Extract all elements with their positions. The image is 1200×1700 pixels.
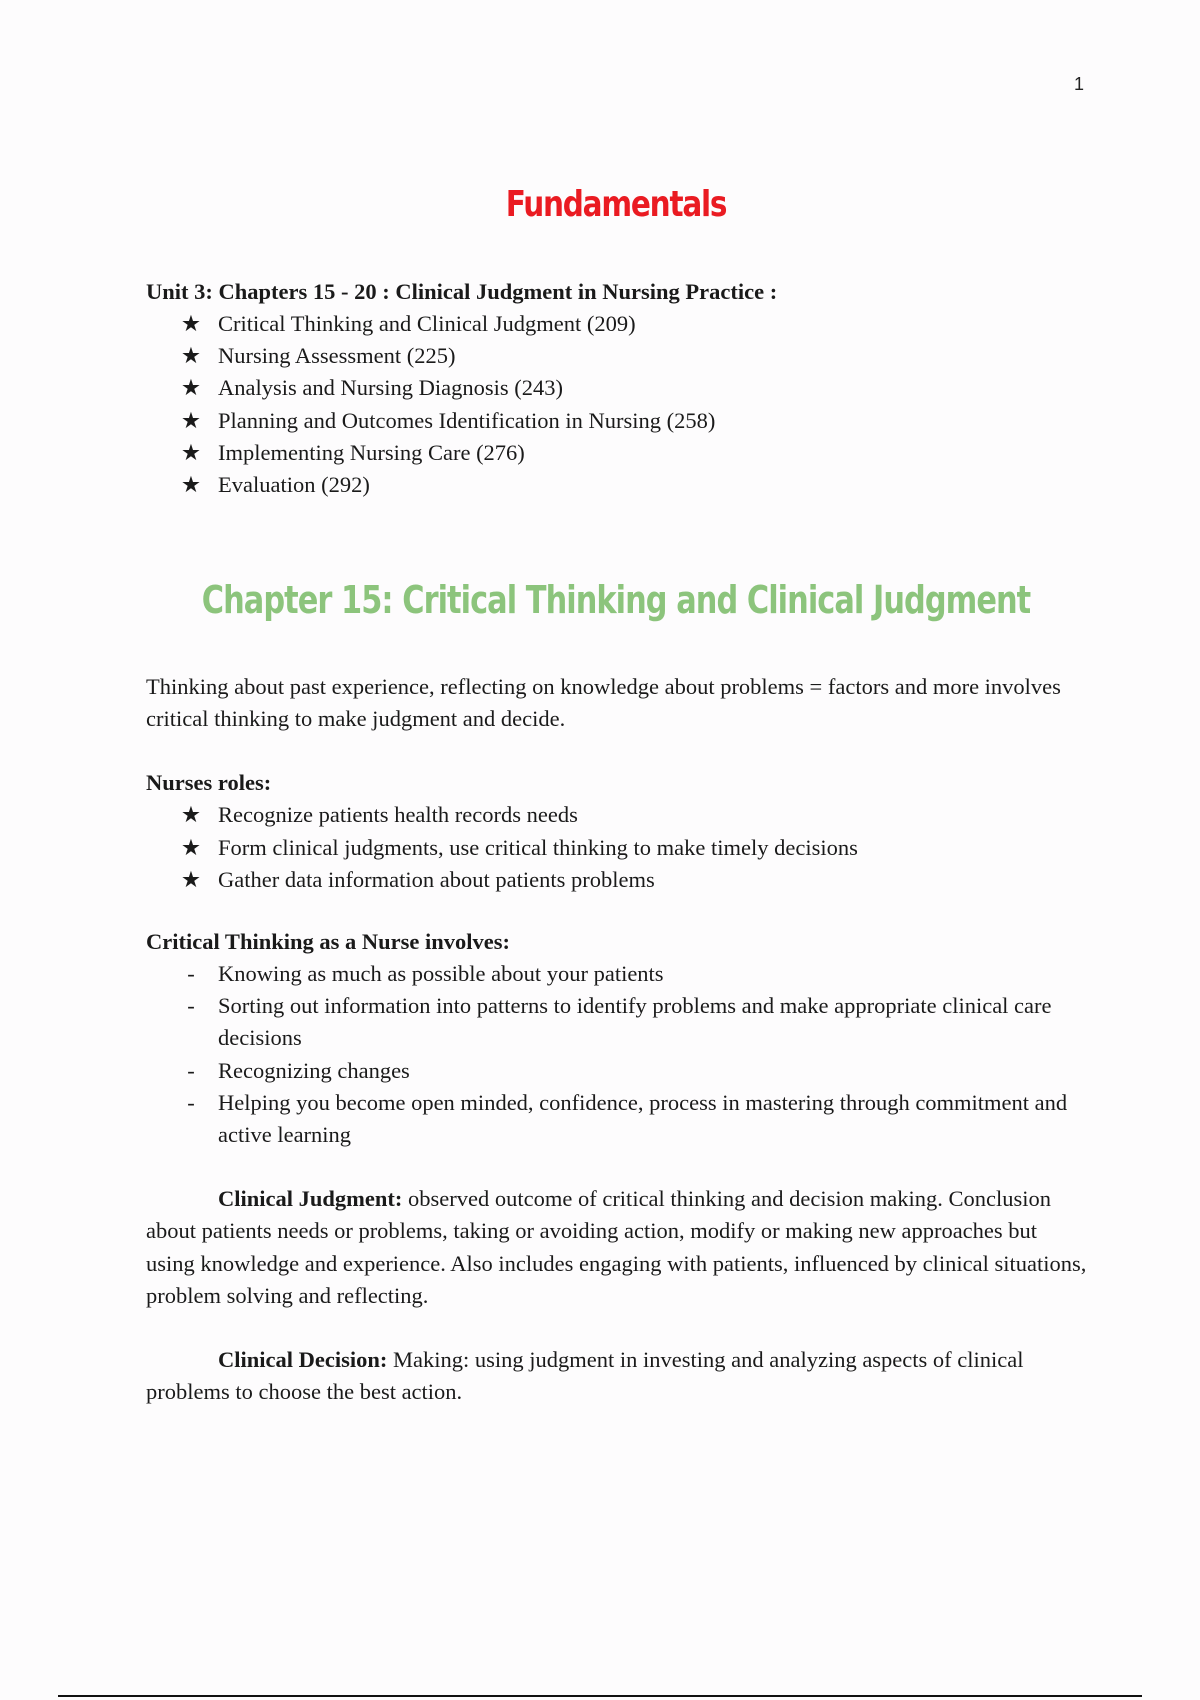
chapter-list [146, 308, 1091, 501]
list-item-text: Recognize patients health records needs [218, 802, 578, 828]
list-item [146, 308, 1091, 340]
list-item [146, 437, 1091, 469]
page-number: 1 [1074, 74, 1085, 94]
list-item-text: Evaluation (292) [218, 472, 370, 498]
list-item [146, 832, 1091, 864]
chapter-title: Chapter 15: Critical Thinking and Clinical Judgment [201, 578, 1031, 622]
dash-icon: - [187, 961, 195, 987]
star-icon: ★ [180, 439, 202, 465]
list-item-text: Helping you become open minded, confidence, process in mastering through commitment and active learning [218, 1089, 1068, 1148]
critical-thinking-heading: Critical Thinking as a Nurse involves: [146, 929, 510, 955]
list-item-text: Gather data information about patients problems [218, 866, 655, 892]
list-item-text: Nursing Assessment (225) [218, 343, 456, 369]
list-item [146, 799, 1091, 831]
bottom-divider [58, 1695, 1142, 1697]
star-icon: ★ [180, 407, 202, 433]
list-item-text: Form clinical judgments, use critical thinking to make timely decisions [218, 834, 858, 860]
clinical-decision-paragraph [146, 1344, 1091, 1408]
star-icon: ★ [180, 311, 202, 336]
star-icon: ★ [180, 866, 202, 892]
nurses-roles-list [146, 799, 1091, 896]
clinical-decision-term: Clinical Decision: [218, 1347, 388, 1373]
list-item [146, 1087, 1091, 1151]
star-icon: ★ [180, 802, 202, 828]
list-item [146, 340, 1091, 372]
list-item [146, 1055, 1091, 1087]
clinical-judgment-paragraph [146, 1183, 1091, 1312]
dash-icon: - [187, 993, 195, 1019]
clinical-judgment-term: Clinical Judgment: [218, 1186, 403, 1212]
list-item-text: Implementing Nursing Care (276) [218, 439, 525, 465]
list-item [146, 864, 1091, 896]
list-item-text: Analysis and Nursing Diagnosis (243) [218, 375, 563, 401]
list-item [146, 958, 1091, 990]
clinical-judgment-text: observed outcome of critical thinking and decision making. Conclusion about patients needs or problems, taking or avoiding action, modify or making new approaches but using knowledge and experience. Also includes engaging with patients, influenced by clinical situations, problem solving and reflecting. [146, 1186, 1087, 1308]
dash-icon: - [187, 1089, 195, 1115]
chapter-intro: Thinking about past experience, reflecting on knowledge about problems = factors and more involves critical thinking to make judgment and decide. [146, 674, 1061, 732]
star-icon: ★ [180, 834, 202, 860]
list-item [146, 469, 1091, 501]
critical-thinking-list [146, 958, 1091, 1151]
star-icon: ★ [180, 375, 202, 401]
unit-heading: Unit 3: Chapters 15 - 20 : Clinical Judgment in Nursing Practice : [146, 279, 778, 304]
list-item [146, 372, 1091, 404]
list-item-text: Recognizing changes [218, 1057, 410, 1083]
star-icon: ★ [180, 472, 202, 498]
list-item-text: Planning and Outcomes Identification in Nursing (258) [218, 407, 716, 433]
document-title: Fundamentals [505, 184, 727, 225]
clinical-decision-text: Making: using judgment in investing and analyzing aspects of clinical problems to choose the best action. [146, 1347, 1024, 1405]
list-item [146, 990, 1091, 1054]
nurses-roles-heading: Nurses roles: [146, 770, 272, 796]
dash-icon: - [187, 1057, 195, 1083]
list-item-text: Sorting out information into patterns to identify problems and make appropriate clinical care decisions [218, 993, 1052, 1051]
list-item-text: Knowing as much as possible about your patients [218, 961, 664, 987]
chapter-body [146, 671, 1091, 1408]
list-item [146, 405, 1091, 437]
unit-section [146, 276, 1091, 501]
star-icon: ★ [180, 343, 202, 369]
list-item-text: Critical Thinking and Clinical Judgment (209) [218, 311, 636, 336]
